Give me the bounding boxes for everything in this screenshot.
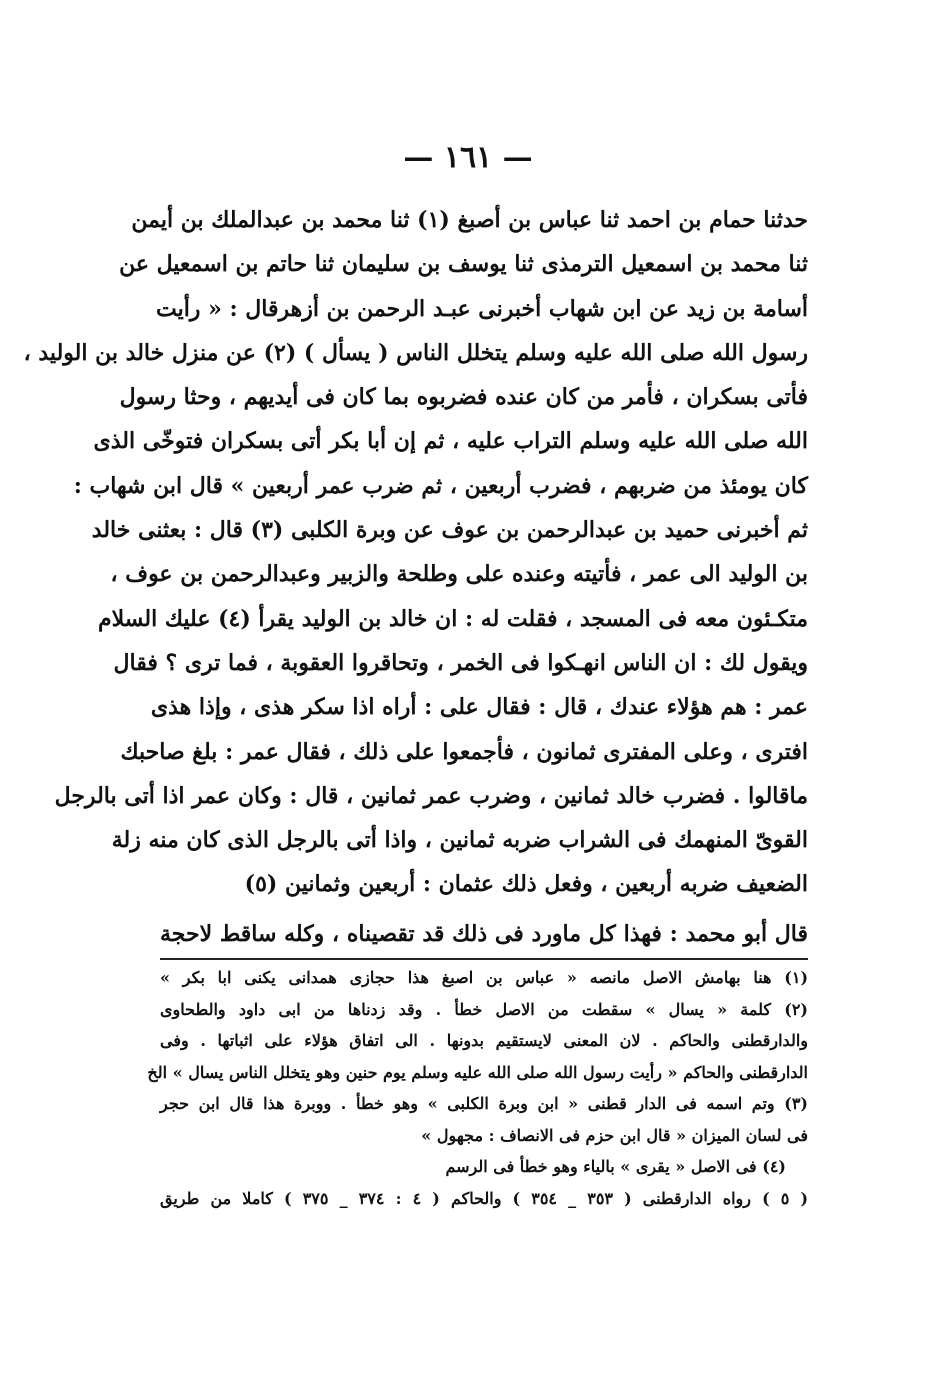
text-line: ماقالوا . فضرب خالد ثمانين ، وضرب عمر ثمانين ، قال : وكان عمر اذا أتى بالرجل [54,782,808,809]
text-line: القوىّ المنهمك فى الشراب ضربه ثمانين ، واذا أتى بالرجل الذى كان منه زلة [111,827,808,854]
text-line: الله صلى الله عليه وسلم التراب عليه ، ثم إن أبا بكر أتى بسكران فتوخّى الذى [93,428,808,455]
footnote-line: (١) هنا بهامش الاصل مانصه « عباس بن اصبغ هذا حجازى همدانى يكنى ابا بكر » [160,968,809,987]
text-line: رسول الله صلى الله عليه وسلم يتخلل الناس ( يسأل ) (٢) عن منزل خالد بن الوليد ، [23,339,808,366]
footnotes [147,962,809,1214]
footnote-divider [160,958,808,960]
main-text-body [23,198,808,907]
conclusion-line: قال أبو محمد : فهذا كل ماورد فى ذلك قد تقصيناه ، وكله ساقط لاحجة [160,921,808,947]
text-line: ثنا محمد بن اسمعيل الترمذى ثنا يوسف بن سليمان ثنا حاتم بن اسمعيل عن [119,251,808,278]
text-line: حدثنا حمام بن احمد ثنا عباس بن أصبغ (١) ثنا محمد بن عبدالملك بن أيمن [131,207,808,233]
text-line: افترى ، وعلى المفترى ثمانون ، فأجمعوا على ذلك ، فقال عمر : بلغ صاحبك [120,738,808,765]
footnote-line: الدارقطنى والحاكم « رأيت رسول الله صلى الله عليه وسلم يوم حنين وهو يتخلل الناس يسال » الخ [147,1062,808,1082]
footnote-line: (٣) وتم اسمه فى الدار قطنى « ابن وبرة الكلبى » وهو خطأ . ووبرة هذا قال ابن حجر [160,1094,808,1113]
footnote-line: (٢) كلمة « يسال » سقطت من الاصل خطأ . وقد زدناها من ابى داود والطحاوى [160,999,808,1019]
text-line: أسامة بن زيد عن ابن شهاب أخبرنى عبـد الرحمن بن أزهرقال : « رأيت [155,295,808,322]
text-line: ويقول لك : ان الناس انهـكوا فى الخمر ، وتحاقروا العقوبة ، فما ترى ؟ فقال [113,649,808,676]
text-line: عمر : هم هؤلاء عندك ، قال : فقال على : أراه اذا سكر هذى ، وإذا هذى [150,694,808,721]
footnote-line: والدارقطنى والحاكم . لان المعنى لايستقيم بدونها . الى اتفاق هؤلاء على اثباتها . وفى [160,1031,808,1050]
text-line: بن الوليد الى عمر ، فأتيته وعنده على وطلحة والزبير وعبدالرحمن بن عوف ، [110,561,808,588]
text-line: متكـئون معه فى المسجد ، فقلت له : ان خالد بن الوليد يقرأ (٤) عليك السلام [98,605,808,632]
text-line: ثم أخبرنى حميد بن عبدالرحمن بن عوف عن وبرة الكلبى (٣) قال : بعثنى خالد [91,517,808,544]
text-line: الضعيف ضربه أربعين ، وفعل ذلك عثمان : أربعين وثمانين (٥) [244,871,808,898]
footnote-line: فى لسان الميزان « قال ابن حزم فى الانصاف : مجهول » [421,1125,808,1145]
footnote-line: ( ٥ ) رواه الدارقطنى ( ٣٥٣ _ ٣٥٤ ) والحاكم ( ٤ : ٣٧٤ _ ٣٧٥ ) كاملا من طريق [160,1188,809,1208]
footnote-line: (٤) فى الاصل « يقرى » بالياء وهو خطأ فى الرسم [445,1157,786,1176]
text-line: فأتى بسكران ، فأمر من كان عنده فضربوه بما كان فى أيديهم ، وحثا رسول [119,384,808,411]
text-line: كان يومئذ من ضربهم ، فضرب أربعين ، ثم ضرب عمر أربعين » قال ابن شهاب : [73,472,808,499]
page-number: — ١٦١ — [403,140,533,175]
